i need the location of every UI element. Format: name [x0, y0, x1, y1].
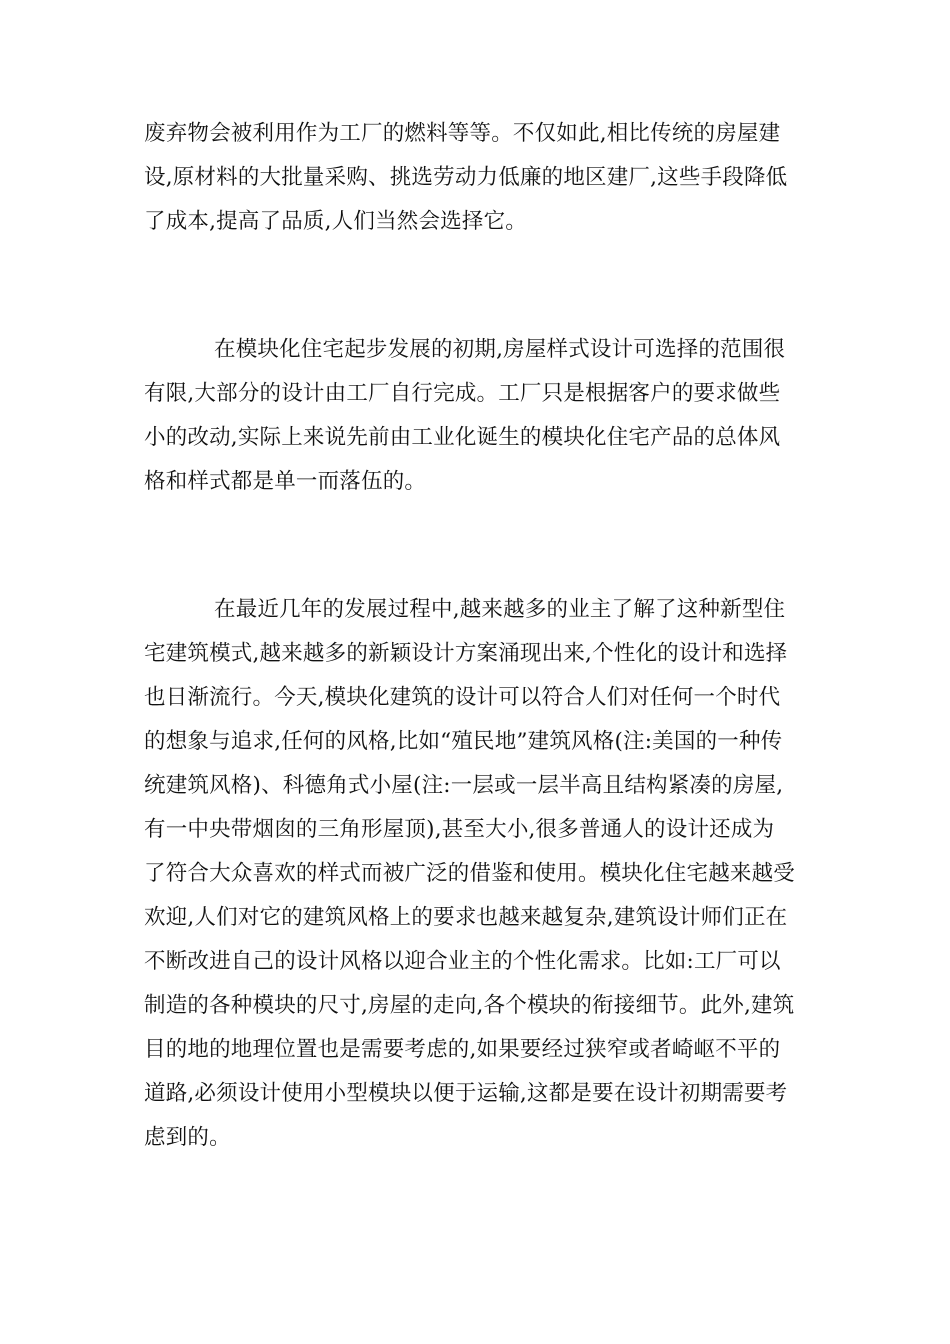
paragraph-line: 小的改动,实际上来说先前由工业化诞生的模块化住宅产品的总体风 — [144, 425, 781, 450]
paragraph-line: 了符合大众喜欢的样式而被广泛的借鉴和使用。模块化住宅越来越受 — [144, 861, 796, 886]
paragraph-line: 格和样式都是单一而落伍的。 — [144, 469, 427, 494]
paragraph-line: 了成本,提高了品质,人们当然会选择它。 — [144, 209, 527, 234]
paragraph-line: 废弃物会被利用作为工厂的燃料等等。不仅如此,相比传统的房屋建 — [144, 121, 781, 146]
paragraph-line: 的想象与追求,任何的风格,比如“殖民地”建筑风格(注:美国的一种传 — [144, 729, 783, 754]
paragraph-line: 不断改进自己的设计风格以迎合业主的个性化需求。比如:工厂可以 — [144, 949, 781, 974]
paragraph-line: 在模块化住宅起步发展的初期,房屋样式设计可选择的范围很 — [214, 337, 786, 362]
paragraph-line: 统建筑风格)、科德角式小屋(注:一层或一层半高且结构紧凑的房屋, — [144, 773, 784, 798]
paragraph-line: 欢迎,人们对它的建筑风格上的要求也越来越复杂,建筑设计师们正在 — [144, 905, 788, 930]
paragraph-line: 有一中央带烟囱的三角形屋顶),甚至大小,很多普通人的设计还成为 — [144, 817, 775, 842]
paragraph-line: 虑到的。 — [144, 1125, 231, 1150]
paragraph-line: 目的地的地理位置也是需要考虑的,如果要经过狭窄或者崎岖不平的 — [144, 1037, 781, 1062]
paragraph-line: 设,原材料的大批量采购、挑选劳动力低廉的地区建厂,这些手段降低 — [144, 165, 788, 190]
paragraph-2 — [144, 328, 812, 504]
paragraph-line: 有限,大部分的设计由工厂自行完成。工厂只是根据客户的要求做些 — [144, 381, 781, 406]
paragraph-spacer — [144, 244, 812, 328]
paragraph-line: 在最近几年的发展过程中,越来越多的业主了解了这种新型住 — [214, 597, 786, 622]
paragraph-line: 制造的各种模块的尺寸,房屋的走向,各个模块的衔接细节。此外,建筑 — [144, 993, 795, 1018]
paragraph-3 — [144, 588, 812, 1160]
paragraph-spacer — [144, 504, 812, 588]
paragraph-line: 也日渐流行。今天,模块化建筑的设计可以符合人们对任何一个时代 — [144, 685, 781, 710]
paragraph-line: 道路,必须设计使用小型模块以便于运输,这都是要在设计初期需要考 — [144, 1081, 788, 1106]
paragraph-1 — [144, 112, 812, 244]
document-body — [144, 112, 812, 1160]
paragraph-line: 宅建筑模式,越来越多的新颖设计方案涌现出来,个性化的设计和选择 — [144, 641, 788, 666]
